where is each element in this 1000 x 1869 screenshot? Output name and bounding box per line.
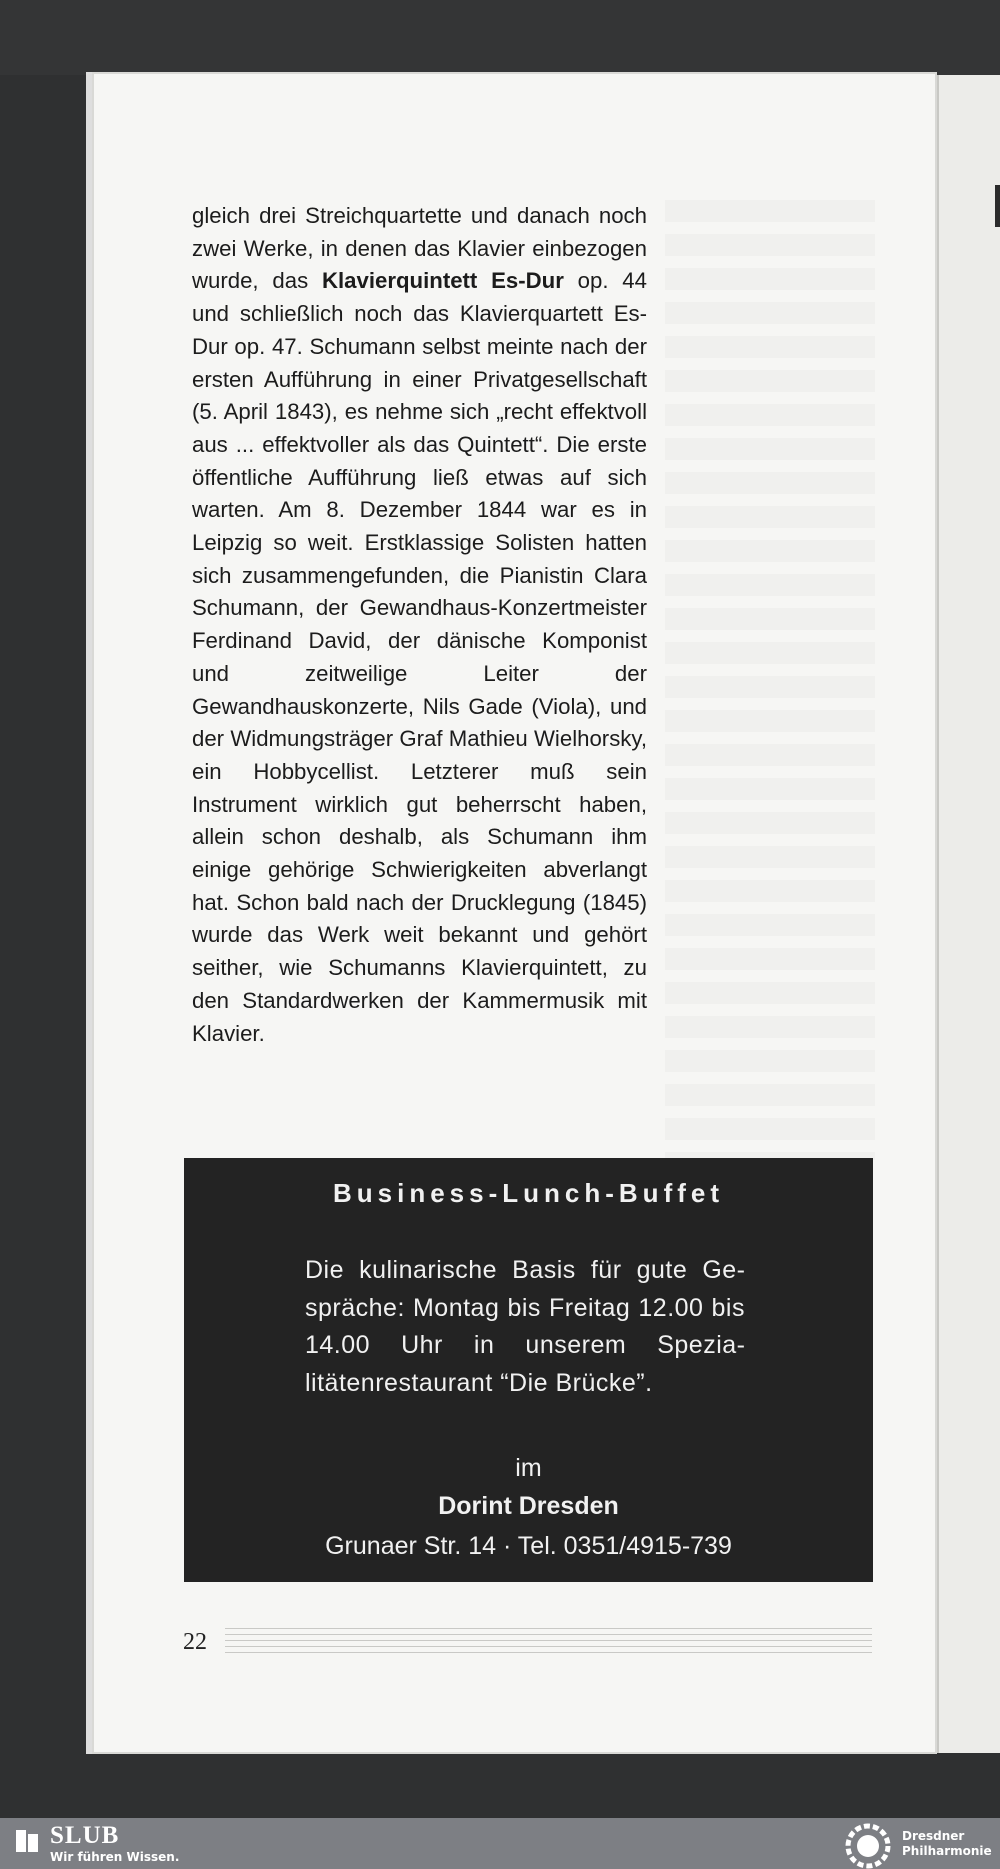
scan-background bbox=[0, 0, 1000, 75]
work-title: Klavierquintett Es-Dur bbox=[321, 268, 564, 294]
slub-tagline: Wir führen Wissen. bbox=[50, 1850, 180, 1864]
philharmonie-line2: Philharmonie bbox=[902, 1844, 992, 1858]
philharmonie-line1: Dresdner bbox=[902, 1829, 965, 1843]
ad-description: Die kulinarische Basis für gute Gespräche: Montag bis Freitag 12.00 bis 14.00 Uhr in unserem Spezialitätenrestaurant “Die Brücke”. bbox=[305, 1256, 745, 1397]
slub-name: SLUB bbox=[50, 1822, 120, 1849]
article-text-rest: op. 44 und schließlich noch das Klavierquartett Es-Dur op. 47. Schumann selbst meinte nach der ersten Aufführung in einer Privatgesellschaft (5. April 1843), es nehme sich „recht effektvoll aus ... effektvoller als das Quintett“. Die erste öffentliche Aufführung ließ etwas auf sich warten. Am 8. Dezember 1844 war es in Leipzig so weit. Erstklassige Solisten hatten sich zusammengefunden, die Pianistin Clara Schumann, der Gewandhaus-Konzertmeister Ferdinand David, der dänische Komponist und zeitweilige Leiter der Gewandhauskonzerte, Nils Gade (Viola), und der Widmungsträger Graf Mathieu Wielhorsky, ein Hobbycellist. Letzterer muß sein Instrument wirklich gut beherrscht haben, allein schon deshalb, als Schumann ihm einige gehörige Schwierigkeiten abverlangt hat. Schon bald nach der Drucklegung (1845) wurde das Werk weit bekannt und gehört seither, wie Schumanns Klavierquintett, zu den Standardwerken der Kammermusik mit Klavier. bbox=[192, 268, 647, 1046]
philharmonie-logo-icon bbox=[842, 1823, 894, 1869]
ad-address: Grunaer Str. 14 · Tel. 0351/4915-739 bbox=[325, 1532, 732, 1560]
next-page-text-fragment bbox=[995, 185, 1000, 227]
philharmonie-name bbox=[902, 1829, 992, 1859]
ad-hotel-name: Dorint Dresden bbox=[438, 1492, 619, 1520]
viewer-footer bbox=[0, 1818, 1000, 1869]
article-text bbox=[192, 200, 647, 1050]
next-page-edge bbox=[937, 75, 1000, 1753]
decorative-staff-lines bbox=[225, 1628, 872, 1656]
ad-preposition: im bbox=[515, 1454, 542, 1482]
advertisement-box bbox=[184, 1158, 873, 1582]
ad-title: Business-Lunch-Buffet bbox=[333, 1178, 724, 1208]
bleed-through-column bbox=[665, 200, 875, 1160]
slub-logo-icon bbox=[14, 1828, 40, 1854]
page-number: 22 bbox=[183, 1629, 207, 1655]
article-text-intro: gleich drei Streichquartette und danach noch zwei Werke, in denen das Klavier einbezogen wurde, das bbox=[192, 203, 647, 294]
